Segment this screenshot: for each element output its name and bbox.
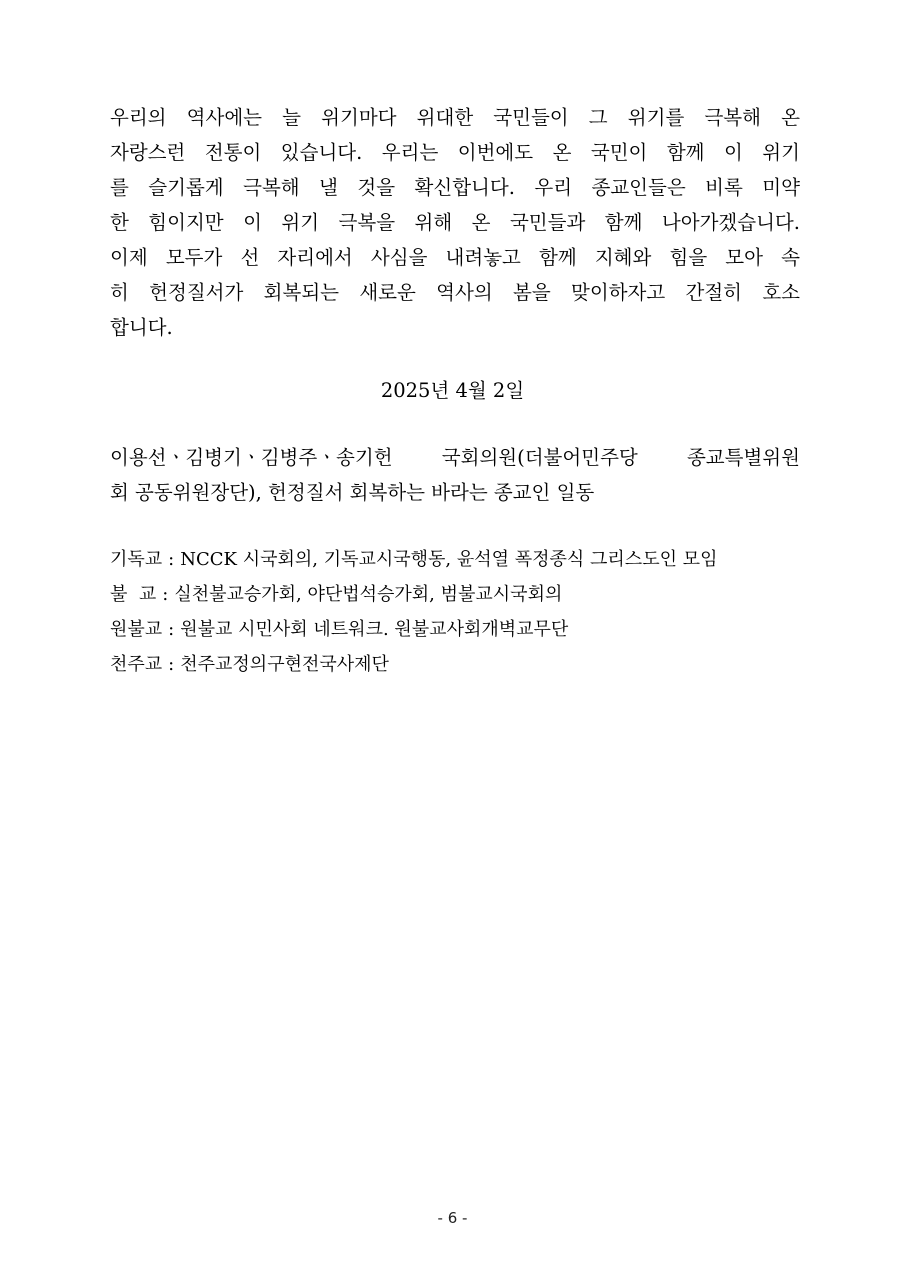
religion-label: 기독교: [110, 549, 163, 570]
word: 봄을: [512, 281, 551, 304]
word: 모두가: [165, 246, 223, 269]
label-separator: :: [168, 549, 175, 570]
word: 있습니다.: [280, 141, 363, 164]
organization-members: NCCK 시국회의, 기독교시국행동, 윤석열 폭정종식 그리스도인 모임: [180, 549, 718, 570]
appeal-line: 합니다.: [110, 316, 173, 339]
appeal-paragraph: [110, 100, 800, 345]
appeal-line: [110, 170, 800, 205]
appeal-line: [110, 100, 800, 135]
word: 확신합니다.: [414, 176, 515, 199]
appeal-line: [110, 135, 800, 170]
word: 온: [471, 211, 491, 234]
word: 온: [552, 141, 572, 164]
word: 선: [240, 246, 260, 269]
page-number: - 6 -: [437, 1209, 468, 1227]
word: 모아: [725, 246, 763, 269]
word: 이: [723, 141, 743, 164]
word: 국민들이: [493, 106, 569, 129]
word: 이번에도: [457, 141, 534, 164]
word: 위해: [414, 211, 453, 234]
word: 간절히: [685, 281, 742, 304]
word: 극복해: [243, 176, 300, 199]
word: 사심을: [370, 246, 428, 269]
word: 전통이: [204, 141, 262, 164]
word: 미약: [762, 176, 800, 199]
word: 역사에는: [186, 106, 263, 129]
religion-label: 불 교: [110, 584, 157, 605]
organization-row: [110, 577, 810, 612]
word: 것을: [357, 176, 396, 199]
signers-line: [110, 440, 800, 475]
word: 맞이하자고: [570, 281, 666, 304]
word: 지혜와: [594, 246, 652, 269]
appeal-line: [110, 275, 800, 310]
signers-block: [110, 440, 800, 510]
word: 역사의: [436, 281, 493, 304]
word: 비록: [705, 176, 743, 199]
word: 슬기롭게: [148, 176, 224, 199]
word: 속: [781, 246, 800, 269]
word: 우리의: [110, 106, 167, 129]
word: 위기마다: [321, 106, 397, 129]
label-separator: :: [162, 584, 169, 605]
word: 그: [588, 106, 608, 129]
religion-label: 원불교: [110, 619, 163, 640]
word: 나아가겠습니다.: [661, 211, 800, 234]
word: 위기를: [627, 106, 685, 129]
word: 자랑스런: [110, 141, 186, 164]
appeal-line: [110, 205, 800, 240]
word: 극복해: [704, 106, 761, 129]
word: 우리: [534, 176, 573, 199]
organization-row: [110, 542, 810, 577]
word: 이용선ㆍ김병기ㆍ김병주ㆍ송기헌: [110, 446, 393, 469]
word: 힘을: [669, 246, 708, 269]
word: 국회의원(더불어민주당: [441, 446, 638, 469]
word: 종교인들은: [591, 176, 686, 199]
word: 국민들과: [509, 211, 586, 234]
word: 헌정질서가: [149, 281, 244, 304]
word: 국민이: [590, 141, 648, 164]
label-separator: :: [168, 619, 175, 640]
word: 한: [110, 211, 129, 234]
word: 위기: [762, 141, 800, 164]
word: 함께: [666, 141, 705, 164]
organization-row: [110, 612, 810, 647]
word: 이제: [110, 246, 148, 269]
word: 새로운: [359, 281, 416, 304]
word: 온: [781, 106, 800, 129]
word: 낼: [319, 176, 338, 199]
word: 호소: [762, 281, 800, 304]
word: 위기: [281, 211, 320, 234]
word: 힘이지만: [148, 211, 224, 234]
word: 함께: [539, 246, 577, 269]
word: 회복되는: [263, 281, 340, 304]
organization-row: [110, 647, 810, 682]
statement-date: 2025년 4월 2일: [380, 379, 525, 402]
word: 위대한: [416, 106, 474, 129]
word: 내려놓고: [445, 246, 521, 269]
word: 극복을: [338, 211, 396, 234]
word: 우리는: [381, 141, 439, 164]
word: 를: [110, 176, 129, 199]
word: 함께: [604, 211, 643, 234]
religion-label: 천주교: [110, 654, 163, 675]
organization-members: 원불교 시민사회 네트워크. 원불교사회개벽교무단: [180, 619, 569, 640]
word: 자리에서: [277, 246, 353, 269]
signers-line: 회 공동위원장단), 헌정질서 회복하는 바라는 종교인 일동: [110, 481, 595, 504]
word: 이: [243, 211, 262, 234]
organizations-list: [110, 542, 810, 682]
label-separator: :: [168, 654, 175, 675]
organization-members: 천주교정의구현전국사제단: [180, 654, 389, 675]
appeal-line: [110, 240, 800, 275]
word: 늘: [282, 106, 301, 129]
word: 종교특별위원: [686, 446, 800, 469]
organization-members: 실천불교승가회, 야단법석승가회, 범불교시국회의: [174, 584, 563, 605]
word: 히: [110, 281, 129, 304]
